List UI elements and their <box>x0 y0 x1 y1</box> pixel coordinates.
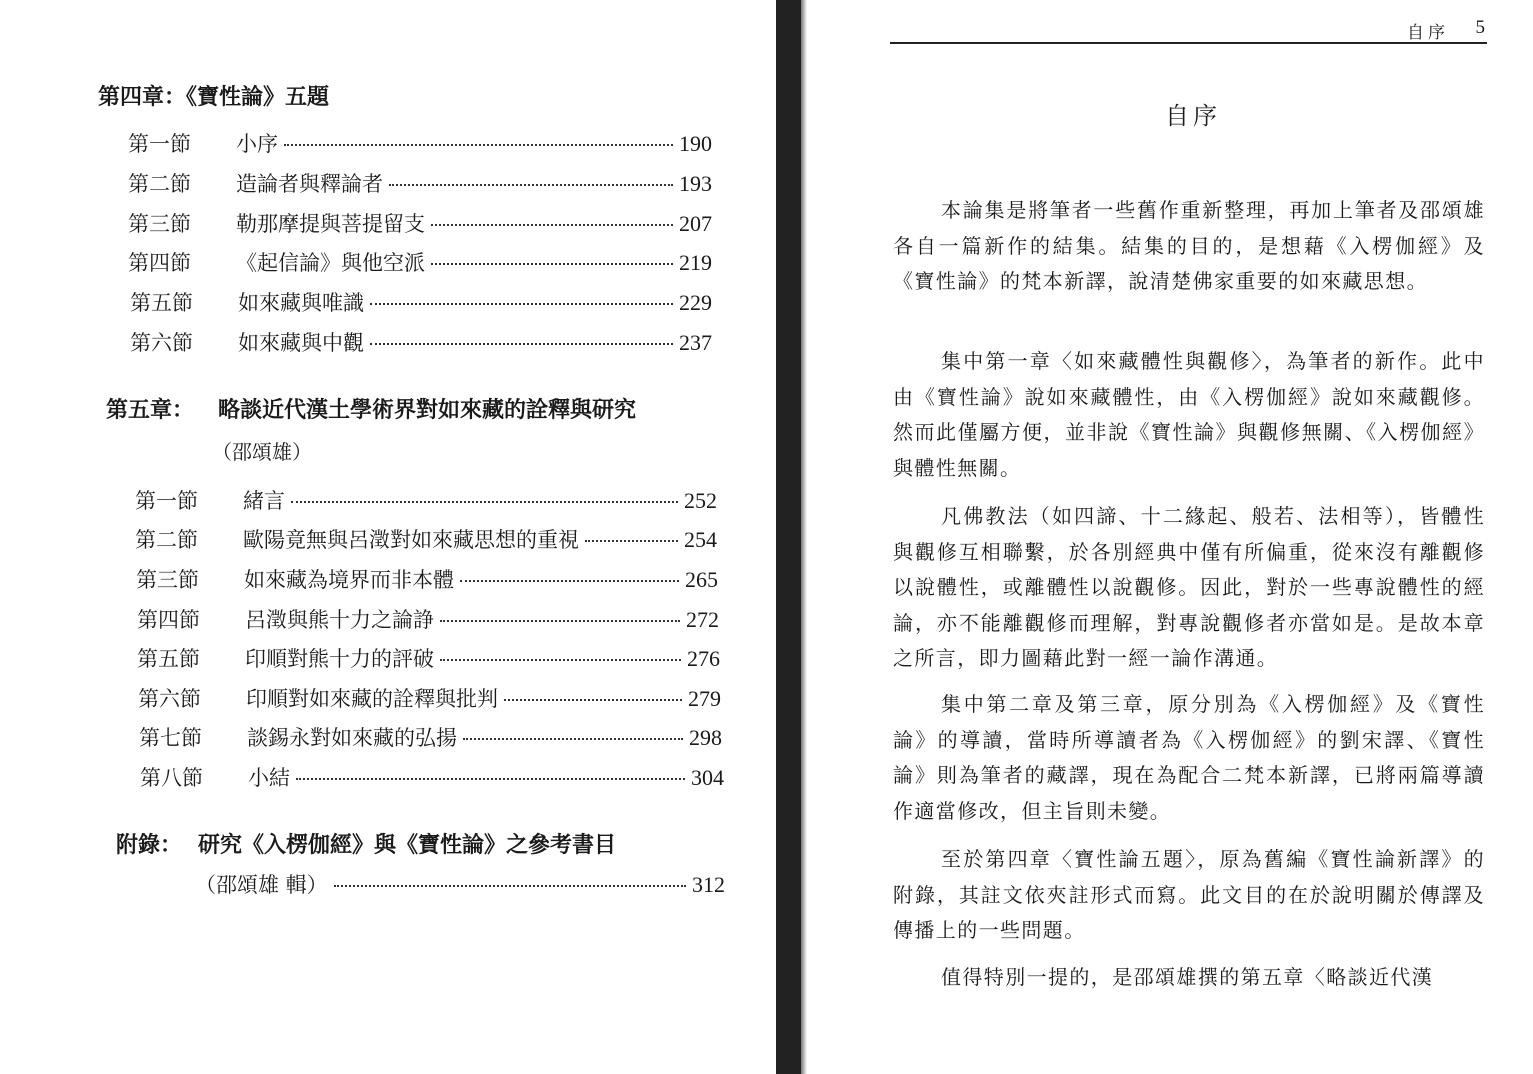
toc-leader-dots <box>291 501 678 503</box>
chapter4-label: 第四章： <box>98 84 187 110</box>
toc-section-number: 第三節 <box>136 568 199 592</box>
chapter5-label: 第五章： <box>106 397 195 423</box>
toc-page-number: 272 <box>686 607 719 632</box>
preface-paragraph-4: 集中第二章及第三章，原分別為《入楞伽經》及《寶性論》的導讀，當時所導讀者為《入楞伽經》的劉宋譯、《寶性論》則為筆者的藏譯，現在為配合二梵本新譯，已將兩篇導讀作適當修改，但主旨則未變。 <box>893 692 1485 823</box>
toc-section-number: 第四節 <box>137 608 200 632</box>
toc-row-5-5 <box>137 643 720 671</box>
toc-section-title: 小序 <box>236 132 278 156</box>
toc-row-4-5 <box>130 287 712 315</box>
toc-section-number: 第三節 <box>128 212 191 236</box>
toc-section-title: 歐陽竟無與呂澂對如來藏思想的重視 <box>243 528 579 552</box>
toc-leader-dots <box>431 224 673 226</box>
toc-row-5-4 <box>137 604 719 632</box>
toc-page-number: 193 <box>679 171 712 196</box>
toc-section-number: 第二節 <box>128 172 191 196</box>
toc-page-number: 279 <box>688 686 721 711</box>
toc-page-number: 219 <box>679 250 712 275</box>
toc-section-title: 緒言 <box>243 489 285 513</box>
toc-row-5-8 <box>140 762 724 790</box>
toc-section-title: 呂澂與熊十力之論諍 <box>245 608 434 632</box>
chapter5-title: 略談近代漢土學術界對如來藏的詮釋與研究 <box>218 397 637 423</box>
toc-section-number: 第二節 <box>135 528 198 552</box>
chapter5-author: （邵頌雄） <box>212 440 312 464</box>
toc-leader-dots <box>431 263 673 265</box>
toc-section-number: 第六節 <box>138 687 201 711</box>
page-title: 自序 <box>1165 102 1221 130</box>
running-header <box>890 18 1487 44</box>
toc-section-number: 第五節 <box>137 647 200 671</box>
book-spine <box>776 0 801 1074</box>
toc-page-number: 276 <box>687 646 720 671</box>
toc-section-number: 第一節 <box>135 489 198 513</box>
toc-section-title: 談錫永對如來藏的弘揚 <box>247 726 457 750</box>
toc-page-number: 265 <box>685 567 718 592</box>
toc-row-4-1 <box>128 128 712 156</box>
toc-row-4-3 <box>128 208 712 236</box>
preface-paragraph-1: 本論集是將筆者一些舊作重新整理，再加上筆者及邵頌雄各自一篇新作的結集。結集的目的，是想藉《入楞伽經》及《寶性論》的梵本新譯，說清楚佛家重要的如來藏思想。 <box>893 198 1485 294</box>
toc-row-5-6 <box>138 683 721 711</box>
toc-section-title: 造論者與釋論者 <box>236 172 383 196</box>
toc-leader-dots <box>463 738 683 740</box>
appendix-title: 研究《入楞伽經》與《寶性論》之參考書目 <box>198 832 617 858</box>
chapter4-title: 《寶性論》五題 <box>186 84 330 110</box>
toc-row-4-2 <box>128 168 712 196</box>
toc-page-number: 207 <box>679 211 712 236</box>
toc-section-title: 小結 <box>248 766 290 790</box>
preface-paragraph-3: 凡佛教法（如四諦、十二緣起、般若、法相等），皆體性與觀修互相聯繫，於各別經典中僅有所偏重，從來沒有離觀修以說體性，或離體性以說觀修。因此，對於一些專說體性的經論，亦不能離觀修而理解，對專說觀修者亦當如是。是故本章之所言，即力圖藉此對一經一論作溝通。 <box>893 504 1485 671</box>
toc-section-title: 如來藏為境界而非本體 <box>244 568 454 592</box>
toc-leader-dots <box>284 144 673 146</box>
toc-page-number: 304 <box>691 765 724 790</box>
toc-section-title: 印順對如來藏的詮釋與批判 <box>246 687 498 711</box>
toc-leader-dots <box>334 885 686 887</box>
toc-section-number: 第五節 <box>130 291 193 315</box>
toc-leader-dots <box>440 620 680 622</box>
appendix-label: 附錄： <box>116 832 183 858</box>
toc-page-number: 237 <box>679 330 712 355</box>
toc-section-title: 印順對熊十力的評破 <box>245 647 434 671</box>
toc-row-5-2 <box>135 524 717 552</box>
appendix-compiler: （邵頌雄 輯） <box>195 873 328 897</box>
toc-section-title: 如來藏與中觀 <box>238 331 364 355</box>
toc-page-number: 254 <box>684 527 717 552</box>
toc-leader-dots <box>296 778 685 780</box>
toc-section-number: 第七節 <box>139 726 202 750</box>
toc-section-title: 如來藏與唯識 <box>238 291 364 315</box>
toc-row-5-1 <box>135 485 717 513</box>
page-number: 5 <box>1475 17 1485 38</box>
running-head-title: 自序 <box>1407 23 1449 43</box>
toc-section-number: 第八節 <box>140 766 203 790</box>
toc-leader-dots <box>370 303 673 305</box>
chapter5-heading <box>106 393 636 424</box>
toc-page-number: 229 <box>679 290 712 315</box>
toc-leader-dots <box>389 184 673 186</box>
toc-row-5-3 <box>136 564 718 592</box>
toc-row-4-6 <box>130 327 712 355</box>
toc-section-number: 第四節 <box>128 251 191 275</box>
chapter4-heading <box>98 80 329 111</box>
toc-page-number: 190 <box>679 131 712 156</box>
toc-row-5-7 <box>139 722 722 750</box>
preface-paragraph-2: 集中第一章〈如來藏體性與觀修〉，為筆者的新作。此中由《寶性論》說如來藏體性，由《入楞伽經》說如來藏觀修。然而此僅屬方便，並非說《寶性論》與觀修無關、《入楞伽經》與體性無關。 <box>893 349 1485 480</box>
toc-page-number: 312 <box>692 872 725 897</box>
toc-leader-dots <box>460 580 679 582</box>
toc-leader-dots <box>440 659 681 661</box>
toc-leader-dots <box>370 343 673 345</box>
toc-section-title: 《起信論》與他空派 <box>236 251 425 275</box>
toc-page-number: 298 <box>689 725 722 750</box>
toc-section-title: 勒那摩提與菩提留支 <box>236 212 425 236</box>
toc-leader-dots <box>504 699 682 701</box>
toc-page-number: 252 <box>684 488 717 513</box>
preface-paragraph-6: 值得特別一提的，是邵頌雄撰的第五章〈略談近代漢 <box>941 965 1434 989</box>
toc-section-number: 第六節 <box>130 331 193 355</box>
toc-row-4-4 <box>128 247 712 275</box>
toc-section-number: 第一節 <box>128 132 191 156</box>
appendix-heading <box>116 828 616 859</box>
preface-paragraph-5: 至於第四章〈寶性論五題〉，原為舊編《寶性論新譯》的附錄，其註文依夾註形式而寫。此文目的在於說明關於傳譯及傳播上的一些問題。 <box>893 847 1485 943</box>
toc-leader-dots <box>585 540 678 542</box>
toc-row-appendix <box>195 869 725 897</box>
